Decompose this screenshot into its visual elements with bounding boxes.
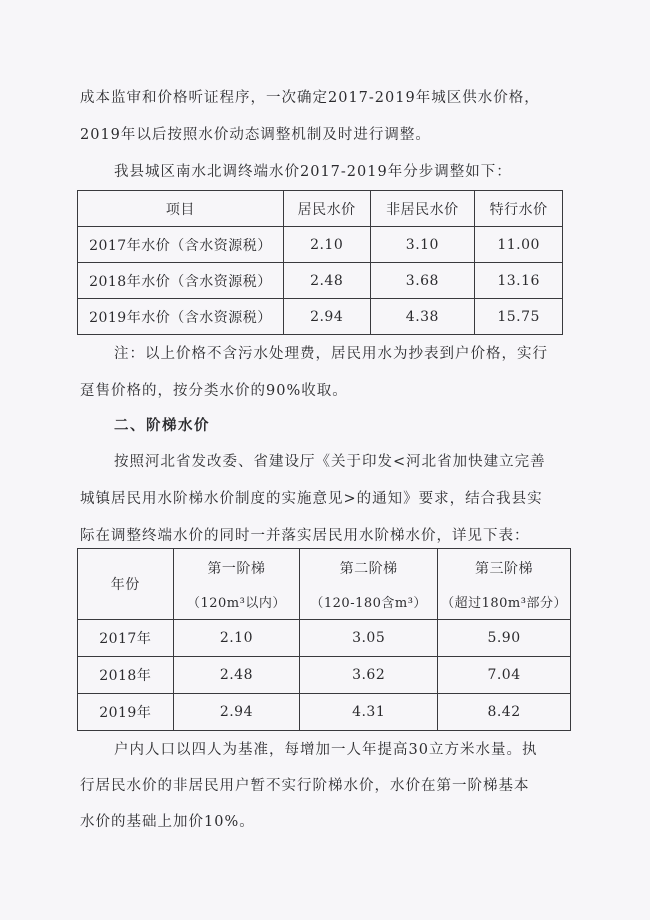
table-cell: 8.42 <box>438 694 571 731</box>
table-row <box>78 263 563 299</box>
table-cell: 3.62 <box>300 657 438 694</box>
table-cell: 2.10 <box>173 620 300 657</box>
header-cell: 特行水价 <box>475 191 563 227</box>
table-cell: 15.75 <box>475 299 563 335</box>
table1-caption: 我县城区南水北调终端水价2017-2019年分步调整如下： <box>114 164 512 180</box>
table-cell: 2017年 <box>78 620 174 657</box>
header-label: 第一阶梯 <box>207 560 266 577</box>
table-header-row <box>78 191 563 227</box>
table-cell: 3.05 <box>300 620 438 657</box>
header-sublabel: （120-180含m³） <box>310 595 427 611</box>
table-cell: 2018年 <box>78 657 174 694</box>
header-cell: 居民水价 <box>283 191 370 227</box>
table-cell: 5.90 <box>438 620 571 657</box>
water-price-table <box>77 190 563 335</box>
paragraph-line: 行居民水价的非居民用户暂不实行阶梯水价，水价在第一阶梯基本 <box>80 778 530 794</box>
table-cell: 2.94 <box>283 299 370 335</box>
header-cell: 非居民水价 <box>370 191 475 227</box>
table-row <box>78 227 563 263</box>
paragraph-line: 按照河北省发改委、省建设厅《关于印发<河北省加快建立完善 <box>114 454 546 470</box>
table-cell: 3.68 <box>370 263 475 299</box>
paragraph-line: 城镇居民用水阶梯水价制度的实施意见>的通知》要求，结合我县实 <box>80 491 543 507</box>
table-cell: 11.00 <box>475 227 563 263</box>
note-line: 注：以上价格不含污水处理费，居民用水为抄表到户价格，实行 <box>114 346 548 362</box>
paragraph-line: 2019年以后按照水价动态调整机制及时进行调整。 <box>80 127 431 143</box>
table-cell: 2019年 <box>78 694 174 731</box>
paragraph-line: 水价的基础上加价10%。 <box>80 814 255 830</box>
table-cell: 4.38 <box>370 299 475 335</box>
header-cell: 项目 <box>78 191 284 227</box>
table-cell: 3.10 <box>370 227 475 263</box>
header-cell: 年份 <box>78 549 174 620</box>
table-cell: 2.94 <box>173 694 300 731</box>
tiered-water-price-table <box>77 548 571 731</box>
table-cell: 2.48 <box>173 657 300 694</box>
header-cell <box>438 549 571 620</box>
header-cell <box>173 549 300 620</box>
section-heading: 二、阶梯水价 <box>114 417 210 434</box>
table-cell: 4.31 <box>300 694 438 731</box>
table-cell: 2.48 <box>283 263 370 299</box>
table-cell: 2019年水价（含水资源税） <box>78 299 284 335</box>
header-sublabel: （超过180m³部分） <box>441 595 567 611</box>
table-cell: 7.04 <box>438 657 571 694</box>
header-sublabel: （120m³以内） <box>186 595 286 611</box>
table-row <box>78 620 571 657</box>
table-row <box>78 299 563 335</box>
table-cell: 13.16 <box>475 263 563 299</box>
paragraph-line: 际在调整终端水价的同时一并落实居民用水阶梯水价，详见下表： <box>80 528 530 544</box>
table-row <box>78 657 571 694</box>
note-line: 趸售价格的，按分类水价的90%收取。 <box>80 383 348 399</box>
paragraph-line: 成本监审和价格听证程序，一次确定2017-2019年城区供水价格， <box>80 90 540 106</box>
header-cell <box>300 549 438 620</box>
table-cell: 2.10 <box>283 227 370 263</box>
header-label: 第三阶梯 <box>475 560 534 577</box>
table-row <box>78 694 571 731</box>
table-cell: 2018年水价（含水资源税） <box>78 263 284 299</box>
table-header-row <box>78 549 571 620</box>
header-label: 第二阶梯 <box>339 560 398 577</box>
table-cell: 2017年水价（含水资源税） <box>78 227 284 263</box>
paragraph-line: 户内人口以四人为基准，每增加一人年提高30立方米水量。执 <box>114 742 538 758</box>
